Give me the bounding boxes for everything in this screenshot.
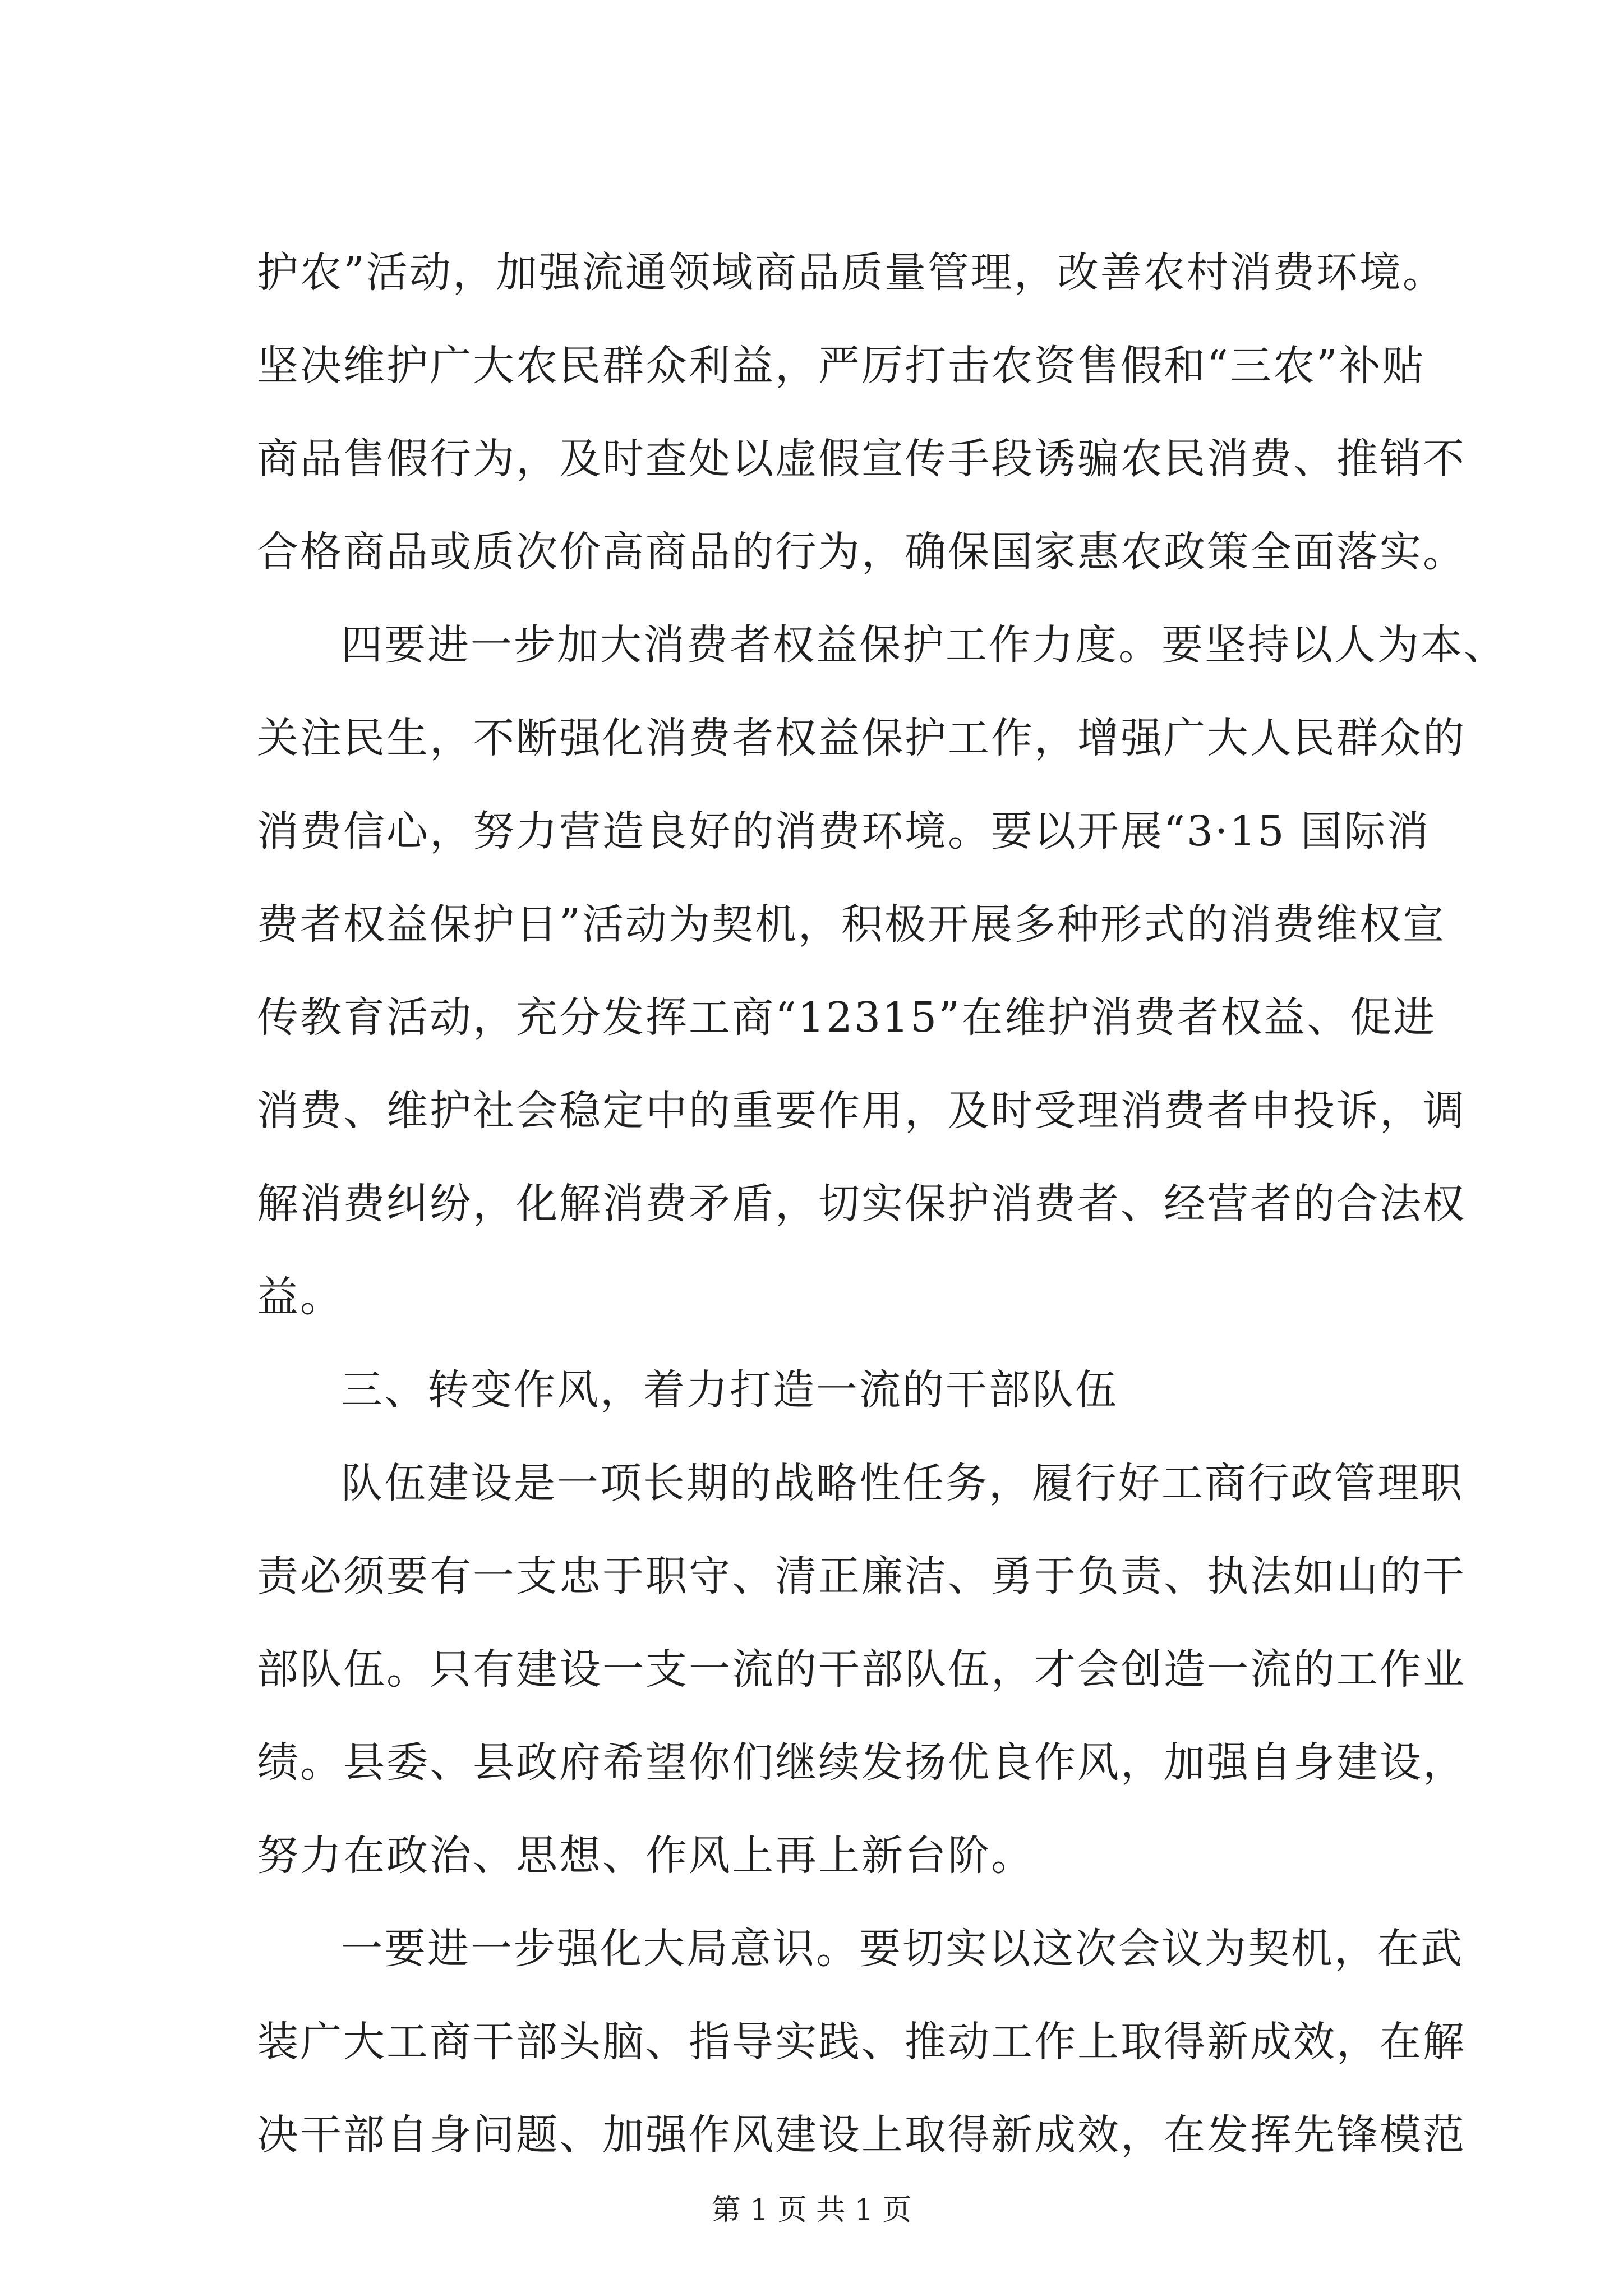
body-line: 责必须要有一支忠于职守、清正廉洁、勇于负责、执法如山的干 <box>257 1552 1466 1600</box>
section-heading: 三、转变作风，着力打造一流的干部队伍 <box>341 1366 1118 1414</box>
paragraph-first-line: 一要进一步强化大局意识。要切实以这次会议为契机，在武 <box>341 1925 1464 1973</box>
body-line: 部队伍。只有建设一支一流的干部队伍，才会创造一流的工作业 <box>257 1645 1466 1694</box>
body-line: 解消费纠纷，化解消费矛盾，切实保护消费者、经营者的合法权 <box>257 1180 1466 1228</box>
body-line: 费者权益保护日”活动为契机，积极开展多种形式的消费维权宣 <box>257 900 1446 949</box>
paragraph-first-line: 队伍建设是一项长期的战略性任务，履行好工商行政管理职 <box>341 1459 1464 1507</box>
body-line: 努力在政治、思想、作风上再上新台阶。 <box>257 1832 1034 1880</box>
body-line: 决干部自身问题、加强作风建设上取得新成效，在发挥先锋模范 <box>257 2111 1466 2159</box>
body-line: 关注民生，不断强化消费者权益保护工作，增强广大人民群众的 <box>257 714 1466 762</box>
body-line: 绩。县委、县政府希望你们继续发扬优良作风，加强自身建设， <box>257 1738 1466 1787</box>
body-line: 合格商品或质次价高商品的行为，确保国家惠农政策全面落实。 <box>257 528 1466 576</box>
page-number-footer: 第 1 页 共 1 页 <box>711 2193 912 2227</box>
body-line: 消费、维护社会稳定中的重要作用，及时受理消费者申投诉，调 <box>257 1087 1466 1135</box>
paragraph-first-line: 四要进一步加大消费者权益保护工作力度。要坚持以人为本、 <box>341 621 1507 669</box>
body-line: 消费信心，努力营造良好的消费环境。要以开展“3·15 国际消 <box>257 807 1431 855</box>
body-line: 商品售假行为，及时查处以虚假宣传手段诱骗农民消费、推销不 <box>257 435 1466 483</box>
body-line: 坚决维护广大农民群众利益，严厉打击农资售假和“三农”补贴 <box>257 342 1426 390</box>
body-line: 益。 <box>257 1273 343 1321</box>
body-line: 护农”活动，加强流通领域商品质量管理，改善农村消费环境。 <box>257 249 1446 297</box>
body-line: 装广大工商干部头脑、指导实践、推动工作上取得新成效，在解 <box>257 2018 1466 2066</box>
body-line: 传教育活动，充分发挥工商“12315”在维护消费者权益、促进 <box>257 993 1437 1042</box>
